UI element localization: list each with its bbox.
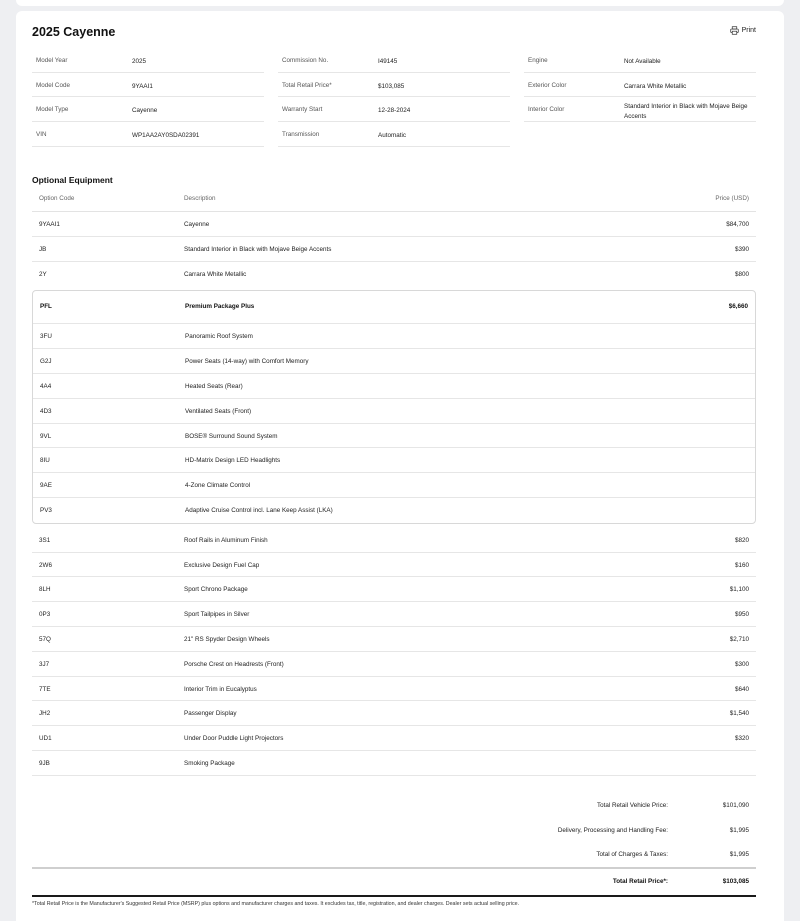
option-code: 8IU	[40, 457, 50, 465]
option-code: 9YAAI1	[39, 221, 60, 228]
option-description: Standard Interior in Black with Mojave Beige Accents	[184, 245, 332, 253]
info-value: Cayenne	[132, 107, 158, 115]
option-price: $640	[734, 685, 749, 693]
info-row-warranty	[278, 97, 510, 122]
package-item	[33, 498, 755, 523]
table-row	[32, 726, 756, 751]
total-value: $101,090	[722, 802, 749, 809]
info-column-1	[32, 48, 264, 147]
table-row	[32, 577, 756, 602]
option-price: $820	[734, 536, 749, 544]
package-item	[33, 448, 755, 473]
option-code: 2W6	[39, 561, 52, 569]
info-label: Model Code	[36, 81, 70, 89]
option-description: Exclusive Design Fuel Cap	[184, 561, 260, 569]
option-code: 3FU	[40, 333, 52, 341]
info-label: Commission No.	[282, 57, 329, 64]
option-price: $300	[734, 660, 749, 668]
table-row	[32, 677, 756, 702]
package-code: PFL	[40, 303, 52, 311]
option-description: Interior Trim in Eucalyptus	[184, 685, 257, 693]
option-code: UD1	[39, 735, 52, 743]
total-label: Total Retail Vehicle Price:	[596, 802, 668, 809]
info-value: 2025	[132, 58, 147, 65]
divider	[32, 895, 756, 897]
total-value: $1,995	[729, 826, 749, 834]
option-code: 2Y	[39, 270, 47, 278]
package-header	[33, 291, 755, 324]
optional-equipment-table	[32, 187, 756, 776]
option-code: JH2	[39, 710, 51, 718]
option-description: Smoking Package	[184, 759, 235, 767]
info-label: Engine	[528, 57, 548, 64]
option-price: $1,100	[729, 586, 749, 594]
total-value: $103,085	[722, 877, 749, 885]
option-code: 8LH	[39, 586, 51, 594]
package-group	[32, 290, 756, 523]
info-label: Transmission	[282, 131, 320, 139]
page-title: 2025 Cayenne	[32, 25, 116, 39]
option-description: Ventilated Seats (Front)	[185, 407, 252, 415]
info-row-model-code	[32, 73, 264, 98]
top-strip	[16, 0, 784, 6]
option-description: Heated Seats (Rear)	[185, 382, 243, 390]
info-label: Model Type	[36, 106, 69, 114]
print-button[interactable]	[730, 26, 756, 35]
info-value: Carrara White Metallic	[624, 82, 687, 90]
option-description: HD-Matrix Design LED Headlights	[185, 457, 281, 465]
option-code: 9AE	[40, 482, 52, 490]
package-item	[33, 324, 755, 349]
info-row-model-type	[32, 97, 264, 122]
info-label: Exterior Color	[528, 81, 567, 89]
option-price: $390	[734, 245, 749, 253]
package-item	[33, 374, 755, 399]
charges-taxes-row	[32, 842, 756, 867]
info-row-interior	[524, 97, 756, 122]
table-header	[32, 187, 756, 212]
option-code: 3S1	[39, 536, 51, 544]
option-price: $950	[734, 611, 749, 619]
option-price: $84,700	[726, 221, 749, 228]
option-code: PV3	[40, 506, 52, 514]
table-row	[32, 212, 756, 237]
print-label: Print	[741, 27, 756, 34]
option-description: Adaptive Cruise Control incl. Lane Keep Assist (LKA)	[185, 506, 333, 514]
total-vehicle-row	[32, 793, 756, 818]
info-value: Automatic	[378, 132, 406, 140]
table-row	[32, 602, 756, 627]
option-description: 21" RS Spyder Design Wheels	[184, 635, 270, 643]
option-description: Porsche Crest on Headrests (Front)	[184, 660, 284, 668]
option-code: 57Q	[39, 635, 51, 643]
option-description: Sport Tailpipes in Silver	[184, 611, 250, 619]
info-value: WP1AA2AY0SDA02391	[132, 132, 200, 140]
info-row-exterior	[524, 73, 756, 98]
option-description: Under Door Puddle Light Projectors	[184, 735, 284, 743]
option-description: Cayenne	[184, 221, 210, 228]
info-label: Model Year	[36, 57, 68, 64]
option-code: G2J	[40, 358, 52, 366]
info-value: 9YAAI1	[132, 82, 153, 90]
option-description: Roof Rails in Aluminum Finish	[184, 536, 268, 544]
footnote: *Total Retail Price is the Manufacturer's Suggested Retail Price (MSRP) plus options and manufacturer charges and taxes. It excludes tax, title, registration, and dealer charges. Dealer sets actual selling price.	[32, 901, 520, 907]
printer-icon	[730, 26, 739, 35]
info-row-model-year	[32, 48, 264, 73]
table-row	[32, 751, 756, 776]
package-item	[33, 424, 755, 449]
option-description: BOSE® Surround Sound System	[185, 432, 278, 440]
option-description: Passenger Display	[184, 710, 237, 718]
option-description: Power Seats (14-way) with Comfort Memory	[185, 358, 309, 366]
total-value: $1,995	[729, 851, 749, 858]
package-item	[33, 349, 755, 374]
table-row	[32, 528, 756, 553]
option-code: 9VL	[40, 432, 52, 440]
info-label: Warranty Start	[282, 106, 323, 114]
option-description: 4-Zone Climate Control	[185, 482, 251, 490]
vehicle-details-card	[16, 11, 784, 921]
info-row-total-retail	[278, 73, 510, 98]
total-label: Delivery, Processing and Handling Fee:	[557, 826, 668, 834]
option-code: 7TE	[39, 685, 51, 693]
header-price: Price (USD)	[715, 195, 749, 202]
info-value: 12-28-2024	[378, 107, 411, 115]
table-row	[32, 553, 756, 578]
info-value: Standard Interior in Black with Mojave Beige Accents	[624, 103, 748, 120]
option-code: 0P3	[39, 611, 51, 619]
header-description: Description	[184, 195, 216, 202]
total-label: Total of Charges & Taxes:	[596, 851, 668, 858]
option-code: 3J7	[39, 660, 50, 668]
table-row	[32, 701, 756, 726]
option-price: $800	[734, 270, 749, 278]
header-option-code: Option Code	[39, 195, 75, 202]
option-code: JB	[39, 245, 47, 253]
option-price: $1,540	[729, 710, 749, 718]
delivery-fee-row	[32, 818, 756, 843]
info-label: VIN	[36, 131, 47, 139]
option-code: 4A4	[40, 382, 52, 390]
option-price: $160	[734, 561, 749, 569]
info-label: Interior Color	[528, 106, 565, 114]
package-description: Premium Package Plus	[185, 303, 255, 311]
info-column-2	[278, 48, 510, 147]
package-price: $6,660	[728, 303, 748, 311]
table-row	[32, 652, 756, 677]
info-value: $103,085	[378, 82, 405, 90]
info-value: Not Available	[624, 58, 661, 65]
price-totals	[32, 793, 756, 897]
package-item	[33, 399, 755, 424]
option-price: $320	[734, 735, 749, 743]
total-retail-price-row	[32, 869, 756, 895]
table-row	[32, 237, 756, 262]
table-row	[32, 262, 756, 287]
table-row	[32, 627, 756, 652]
option-description: Sport Chrono Package	[184, 586, 248, 594]
info-row-transmission	[278, 122, 510, 147]
info-row-vin	[32, 122, 264, 147]
option-code: 9JB	[39, 759, 50, 767]
option-description: Carrara White Metallic	[184, 270, 247, 278]
info-label: Total Retail Price*	[282, 81, 332, 89]
info-row-commission	[278, 48, 510, 73]
option-code: 4D3	[40, 407, 52, 415]
info-column-3	[524, 48, 756, 122]
info-value: I49145	[378, 58, 398, 65]
package-item	[33, 473, 755, 498]
option-description: Panoramic Roof System	[185, 333, 253, 341]
section-title: Optional Equipment	[32, 175, 113, 185]
total-label: Total Retail Price*:	[612, 877, 668, 885]
option-price: $2,710	[729, 635, 749, 643]
info-row-engine	[524, 48, 756, 73]
